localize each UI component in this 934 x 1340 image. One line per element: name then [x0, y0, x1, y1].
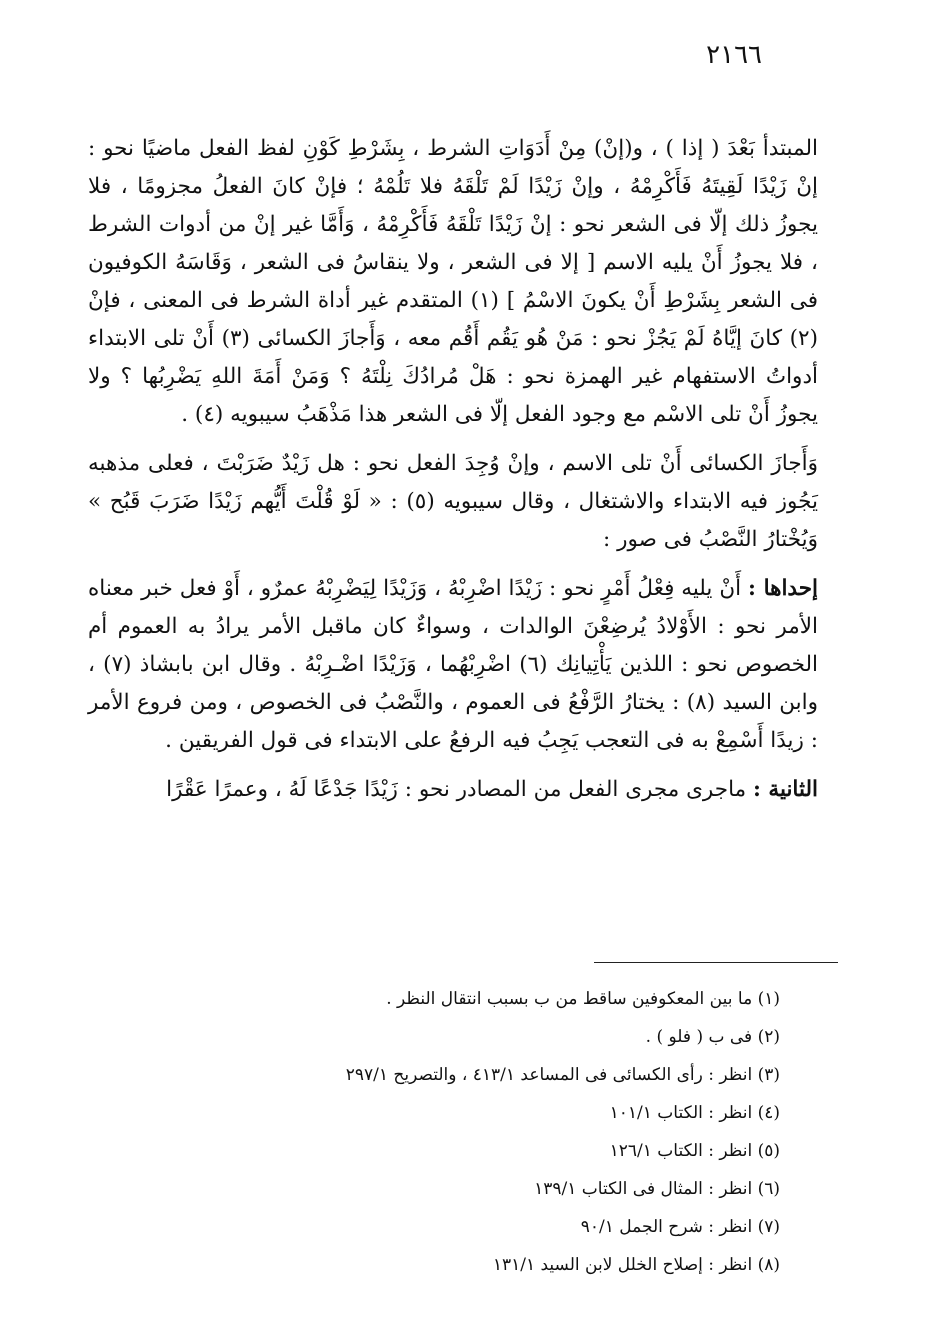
page-number: ٢١٦٦	[706, 40, 762, 70]
paragraph-text: وَأَجازَ الكسائى أَنْ تلى الاسم ، وإنْ وُجِدَ الفعل نحو : هل زَيْدٌ ضَرَبْتَ ، فعلى مذهبه يَجُوز فيه الابتداء والاشتغال ، وقال سيبويه (٥) : « لَوْ قُلْتَ أَيُّهم زَيْدًا ضَرَبَ قَبُح » وَيُخْتارُ النَّصْبُ فى صور :	[88, 451, 818, 552]
footnote: (٧) انظر : شرح الجمل ٩٠/١	[580, 1217, 780, 1237]
paragraph	[88, 445, 818, 559]
footnote: (٥) انظر : الكتاب ١٢٦/١	[609, 1141, 780, 1161]
footnote-separator	[594, 962, 838, 963]
paragraph-text: ماجرى مجرى الفعل من المصادر نحو : زَيْدًا جَدْعًا لَهُ ، وعمرًا عَقْرًا	[166, 777, 747, 802]
footnote: (٢) فى ب ( فلو ) .	[645, 1027, 780, 1047]
paragraph-lead: إحداها :	[748, 576, 818, 601]
footnote: (٦) انظر : المثال فى الكتاب ١٣٩/١	[534, 1179, 780, 1199]
paragraph	[88, 771, 818, 809]
paragraph	[88, 570, 818, 760]
paragraph-text: المبتدأ بَعْدَ ( إذا ) ، و(إنْ) مِنْ أَدَوَاتِ الشرط ، بِشَرْطِ كَوْنِ لفظ الفعل ماضيًا نحو : إنْ زَيْدًا لَقِيتَهُ فَأَكْرِمْهُ ، وإنْ زَيْدًا لَمْ تَلْقَهُ فلا تَلُمْهُ ؛ فإنْ كانَ الفعلُ مجزومًا ، فلا يجوزُ ذلك إلّا فى الشعر نحو : إنْ زَيْدًا تَلْقَهُ فَأَكْرِمْهُ ، وَأَمَّا غير إنْ من أدوات الشرط ، فلا يجوزُ أَنْ يليه الاسم [ إلا فى الشعر ، ولا ينقاسُ فى الشعر ، وَقَاسَهُ الكوفيون فى الشعر بِشَرْطِ أَنْ يكونَ الاسْمُ ] (١) المتقدم غير أداة الشرط فى المعنى ، فإنْ (٢) كانَ إيَّاهُ لَمْ يَجُزْ نحو : مَنْ هُو يَقُم أَقُم معه ، وَأَجازَ الكسائى (٣) أَنْ تلى الابتداء أدواتُ الاستفهام غير الهمزة نحو : هَلْ مُرادُكَ نِلْتَهُ ؟ وَمَنْ أَمَةَ اللهِ يَضْرِبُها ؟ ولا يجوزُ أَنْ تلى الاسْم مع وجود الفعل إلّا فى الشعر هذا مَذْهَبُ سيبويه (٤) .	[88, 136, 818, 427]
paragraph-text: أَنْ يليه فِعْلُ أَمْرٍ نحو : زَيْدًا اضْرِبْهُ ، وَزَيْدًا لِيَضْرِبْهُ عمرٌو ، أَوْ فعل خبر معناه الأمر نحو : الأَوْلادُ يُرضِعْنَ الوالدات ، وسواءٌ كان ماقبل الأمر يرادُ به العموم أم الخصوص نحو : اللذين يَأْتِيانِك (٦) اضْرِبْهُما ، وَزَيْدًا اضْـرِبْهُ . وقال ابن بابشاذ (٧) ، وابن السيد (٨) : يختارُ الرَّفْعُ فى العموم ، والنَّصْبُ فى الخصوص ، ومن فروع الأمر : زيدًا أَسْمِعْ به فى التعجب يَجِبُ فيه الرفعُ على الابتداء فى قول الفريقين .	[88, 576, 818, 753]
footnote: (٨) انظر : إصلاح الخلل لابن السيد ١٣١/١	[492, 1255, 780, 1275]
footnote: (١) ما بين المعكوفين ساقط من ب بسبب انتقال النظر .	[386, 989, 780, 1009]
footnote: (٤) انظر : الكتاب ١٠١/١	[609, 1103, 780, 1123]
main-text	[88, 130, 818, 809]
footnote: (٣) انظر : رأى الكسائى فى المساعد ٤١٣/١ ، والتصريح ٢٩٧/١	[345, 1065, 780, 1085]
footnotes	[260, 980, 780, 1284]
paragraph	[88, 130, 818, 434]
paragraph-lead: الثانية :	[753, 777, 818, 802]
